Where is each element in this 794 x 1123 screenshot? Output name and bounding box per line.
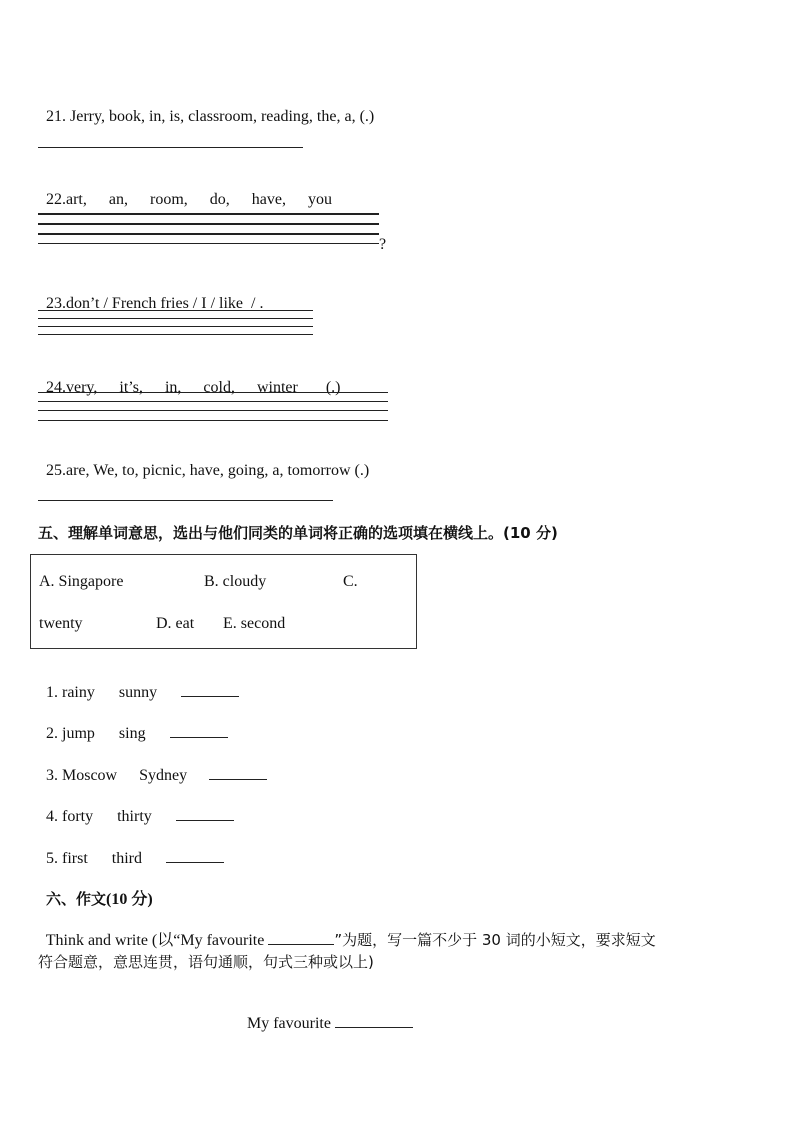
answer-blank-5[interactable]: [166, 848, 224, 863]
question-text: .don’t / French fries / I / like / .: [62, 295, 264, 312]
item-word: Sydney: [139, 767, 188, 784]
question-21: [38, 87, 374, 127]
options-box: [30, 554, 417, 649]
option-c: C.: [343, 573, 358, 590]
question-text: . Jerry, book, in, is, classroom, reading, the, a, (.): [62, 108, 375, 125]
instruction-cn: ”为题，写一篇不少于 30 词的小短文，要求短文: [334, 931, 656, 949]
question-23: [38, 274, 263, 314]
section-6-heading-cn: 六、作文: [46, 890, 107, 908]
option-e: E. second: [223, 615, 286, 632]
option-a: A. Singapore: [39, 573, 124, 590]
answer-line-24d[interactable]: [38, 420, 388, 421]
word: do,: [209, 191, 230, 208]
essay-instruction-line-1: [38, 910, 656, 951]
question-number: 23: [46, 295, 62, 312]
item-3: [38, 745, 267, 786]
word: in,: [164, 379, 182, 396]
item-word: third: [111, 850, 142, 867]
answer-blank-4[interactable]: [176, 806, 234, 821]
section-6-heading-score: (10 分): [106, 891, 153, 908]
answer-line-24a[interactable]: [38, 392, 388, 393]
word: winter: [256, 379, 298, 396]
answer-line-25[interactable]: [38, 500, 333, 501]
essay-title-text: My favourite: [247, 1015, 335, 1032]
answer-line-22a[interactable]: [38, 213, 379, 215]
section-5-heading: 五、理解单词意思，选出与他们同类的单词将正确的选项填在横线上。(10 分): [38, 524, 558, 542]
word: have,: [251, 191, 286, 208]
item-4: [38, 786, 234, 827]
item-label: 2. jump: [46, 725, 95, 742]
answer-line-23d[interactable]: [38, 334, 313, 335]
answer-line-23a[interactable]: [38, 310, 313, 311]
instruction-en: Think and write (以“My favourite: [45, 932, 269, 949]
answer-line-22c[interactable]: [38, 233, 379, 235]
answer-line-24b[interactable]: [38, 401, 388, 402]
question-22: [38, 170, 332, 210]
item-label: 3. Moscow: [46, 767, 118, 784]
answer-line-21[interactable]: [38, 147, 303, 148]
word: room,: [149, 191, 188, 208]
word: (.): [325, 379, 341, 396]
item-word: sunny: [118, 684, 158, 701]
question-mark: ?: [379, 236, 387, 253]
word: an,: [108, 191, 128, 208]
answer-blank-3[interactable]: [209, 765, 267, 780]
essay-title-blank[interactable]: [335, 1013, 413, 1028]
answer-blank-1[interactable]: [181, 682, 239, 697]
section-6-heading: [38, 869, 153, 910]
essay-title: [239, 993, 413, 1034]
essay-instruction-line-2: 符合题意，意思连贯，语句通顺，句式三种或以上): [38, 953, 374, 971]
option-c-word: twenty: [39, 615, 83, 632]
question-text: .are, We, to, picnic, have, going, a, tomorrow (.): [62, 462, 370, 479]
word: it’s,: [119, 379, 143, 396]
answer-line-22d[interactable]: [38, 243, 379, 244]
answer-line-23b[interactable]: [38, 318, 313, 319]
item-2: [38, 703, 228, 744]
item-word: sing: [118, 725, 146, 742]
answer-blank-2[interactable]: [170, 723, 228, 738]
answer-line-23c[interactable]: [38, 326, 313, 327]
option-d: D. eat: [156, 615, 195, 632]
answer-line-24c[interactable]: [38, 410, 388, 411]
word: .very,: [62, 379, 98, 396]
question-number: 21: [46, 108, 62, 125]
answer-line-22b[interactable]: [38, 223, 379, 225]
instruction-blank: [268, 930, 334, 945]
item-label: 4. forty: [46, 808, 94, 825]
item-5: [38, 828, 224, 869]
item-label: 1. rainy: [46, 684, 95, 701]
item-label: 5. first: [46, 850, 88, 867]
item-1: [38, 662, 239, 703]
question-number: 24: [46, 379, 62, 396]
option-b: B. cloudy: [204, 573, 267, 590]
question-number: 25: [46, 462, 62, 479]
word: cold,: [203, 379, 235, 396]
question-25: [38, 441, 369, 481]
question-number: 22: [46, 191, 62, 208]
word: you: [307, 191, 332, 208]
item-word: thirty: [117, 808, 152, 825]
word: .art,: [62, 191, 87, 208]
